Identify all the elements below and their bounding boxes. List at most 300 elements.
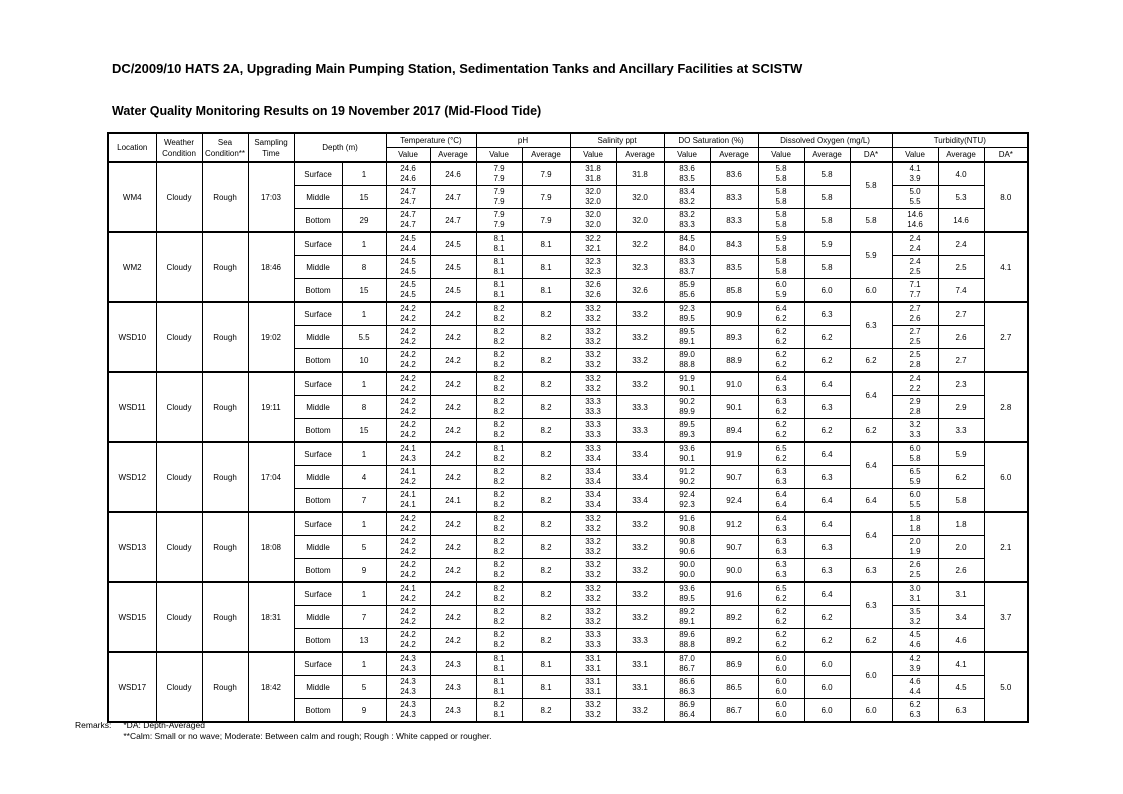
cell-ph-average: 7.9: [522, 209, 570, 233]
cell-sampling-time: 18:08: [248, 512, 294, 582]
cell-turbidity-value: 4.2 3.9: [892, 652, 938, 676]
cell-ph-average: 8.2: [522, 302, 570, 326]
header-dissolved-oxygen-da: DA*: [850, 148, 892, 163]
cell-temperature-average: 24.2: [430, 606, 476, 629]
cell-weather-condition: Cloudy: [156, 302, 202, 372]
cell-dissolved-oxygen-value: 6.0 6.0: [758, 652, 804, 676]
cell-ph-value: 7.9 7.9: [476, 186, 522, 209]
header-dissolved-oxygen-value: Value: [758, 148, 804, 163]
cell-ph-value: 8.2 8.2: [476, 372, 522, 396]
cell-ph-value: 8.2 8.2: [476, 582, 522, 606]
header-sampling-time: Sampling Time: [248, 133, 294, 162]
cell-do-saturation-average: 83.3: [710, 186, 758, 209]
cell-dissolved-oxygen-average: 5.8: [804, 186, 850, 209]
cell-salinity-value: 33.4 33.4: [570, 489, 616, 513]
cell-do-saturation-average: 89.2: [710, 606, 758, 629]
cell-temperature-value: 24.2 24.2: [386, 419, 430, 443]
header-group-do-saturation: DO Saturation (%): [664, 133, 758, 148]
cell-temperature-average: 24.2: [430, 629, 476, 653]
cell-dissolved-oxygen-average: 6.3: [804, 396, 850, 419]
table-row: [108, 302, 1028, 326]
cell-depth-value: 7: [342, 606, 386, 629]
table-row: [108, 162, 1028, 186]
cell-temperature-value: 24.7 24.7: [386, 186, 430, 209]
cell-salinity-average: 32.0: [616, 209, 664, 233]
cell-sampling-time: 19:02: [248, 302, 294, 372]
cell-depth-label: Middle: [294, 466, 342, 489]
cell-turbidity-value: 2.4 2.2: [892, 372, 938, 396]
cell-salinity-value: 32.0 32.0: [570, 186, 616, 209]
cell-dissolved-oxygen-value: 6.2 6.2: [758, 629, 804, 653]
cell-dissolved-oxygen-da: 6.3: [850, 302, 892, 349]
cell-temperature-average: 24.2: [430, 512, 476, 536]
cell-dissolved-oxygen-average: 5.8: [804, 209, 850, 233]
cell-do-saturation-average: 85.8: [710, 279, 758, 303]
cell-salinity-average: 33.2: [616, 606, 664, 629]
header-turbidity-average: Average: [938, 148, 984, 163]
cell-do-saturation-average: 90.7: [710, 466, 758, 489]
header-weather-condition: Weather Condition: [156, 133, 202, 162]
cell-depth-value: 5.5: [342, 326, 386, 349]
cell-ph-value: 8.1 8.1: [476, 652, 522, 676]
cell-location: WSD13: [108, 512, 156, 582]
cell-ph-value: 8.2 8.2: [476, 629, 522, 653]
cell-depth-label: Surface: [294, 232, 342, 256]
cell-do-saturation-value: 83.4 83.2: [664, 186, 710, 209]
cell-dissolved-oxygen-average: 6.3: [804, 466, 850, 489]
cell-do-saturation-value: 83.2 83.3: [664, 209, 710, 233]
cell-do-saturation-value: 89.2 89.1: [664, 606, 710, 629]
remark-sea-condition: **Calm: Small or no wave; Moderate: Between calm and rough; Rough : White capped or rougher.: [123, 731, 492, 741]
cell-temperature-average: 24.2: [430, 559, 476, 583]
cell-turbidity-da: 2.7: [984, 302, 1028, 372]
header-sea-condition: Sea Condition**: [202, 133, 248, 162]
cell-weather-condition: Cloudy: [156, 512, 202, 582]
cell-ph-average: 8.1: [522, 676, 570, 699]
cell-dissolved-oxygen-average: 6.2: [804, 326, 850, 349]
cell-temperature-average: 24.2: [430, 419, 476, 443]
cell-weather-condition: Cloudy: [156, 232, 202, 302]
cell-ph-value: 8.2 8.2: [476, 512, 522, 536]
cell-do-saturation-average: 83.6: [710, 162, 758, 186]
cell-salinity-average: 33.2: [616, 699, 664, 723]
header-do-saturation-value: Value: [664, 148, 710, 163]
cell-salinity-average: 32.2: [616, 232, 664, 256]
cell-depth-value: 13: [342, 629, 386, 653]
header-group-dissolved-oxygen: Dissolved Oxygen (mg/L): [758, 133, 892, 148]
cell-dissolved-oxygen-da: 5.8: [850, 209, 892, 233]
water-quality-results-table: [107, 132, 1029, 723]
cell-weather-condition: Cloudy: [156, 162, 202, 232]
cell-turbidity-average: 4.1: [938, 652, 984, 676]
cell-do-saturation-average: 86.5: [710, 676, 758, 699]
cell-depth-value: 1: [342, 442, 386, 466]
cell-depth-value: 1: [342, 582, 386, 606]
cell-ph-average: 8.2: [522, 466, 570, 489]
cell-dissolved-oxygen-da: 6.2: [850, 349, 892, 373]
cell-sea-condition: Rough: [202, 442, 248, 512]
cell-do-saturation-average: 91.2: [710, 512, 758, 536]
cell-do-saturation-value: 90.8 90.6: [664, 536, 710, 559]
cell-do-saturation-average: 90.1: [710, 396, 758, 419]
cell-salinity-average: 33.3: [616, 629, 664, 653]
cell-temperature-average: 24.6: [430, 162, 476, 186]
cell-salinity-average: 33.2: [616, 582, 664, 606]
cell-turbidity-average: 2.7: [938, 349, 984, 373]
cell-do-saturation-value: 91.2 90.2: [664, 466, 710, 489]
cell-depth-label: Bottom: [294, 349, 342, 373]
cell-turbidity-da: 2.8: [984, 372, 1028, 442]
header-turbidity-value: Value: [892, 148, 938, 163]
cell-temperature-value: 24.1 24.2: [386, 582, 430, 606]
header-depth: Depth (m): [294, 133, 386, 162]
cell-turbidity-value: 2.0 1.9: [892, 536, 938, 559]
cell-salinity-value: 33.3 33.3: [570, 629, 616, 653]
cell-temperature-value: 24.2 24.2: [386, 629, 430, 653]
cell-sampling-time: 17:03: [248, 162, 294, 232]
cell-do-saturation-value: 93.6 89.5: [664, 582, 710, 606]
cell-depth-value: 15: [342, 186, 386, 209]
cell-turbidity-value: 6.0 5.5: [892, 489, 938, 513]
cell-salinity-average: 33.4: [616, 489, 664, 513]
cell-turbidity-average: 4.0: [938, 162, 984, 186]
cell-do-saturation-value: 84.5 84.0: [664, 232, 710, 256]
cell-turbidity-value: 14.6 14.6: [892, 209, 938, 233]
cell-ph-value: 8.1 8.1: [476, 279, 522, 303]
table-row: [108, 582, 1028, 606]
cell-salinity-average: 33.2: [616, 302, 664, 326]
cell-temperature-average: 24.3: [430, 699, 476, 723]
cell-dissolved-oxygen-da: 6.0: [850, 699, 892, 723]
header-ph-average: Average: [522, 148, 570, 163]
cell-location: WSD17: [108, 652, 156, 722]
cell-ph-average: 8.2: [522, 442, 570, 466]
cell-depth-value: 1: [342, 512, 386, 536]
cell-salinity-value: 33.3 33.3: [570, 396, 616, 419]
cell-temperature-value: 24.2 24.2: [386, 606, 430, 629]
cell-temperature-average: 24.3: [430, 652, 476, 676]
cell-salinity-average: 33.4: [616, 466, 664, 489]
cell-dissolved-oxygen-average: 6.4: [804, 582, 850, 606]
cell-dissolved-oxygen-da: 6.0: [850, 652, 892, 699]
header-turbidity-da: DA*: [984, 148, 1028, 163]
header-group-temperature: Temperature (°C): [386, 133, 476, 148]
remark-da: *DA: Depth-Averaged: [123, 720, 205, 730]
cell-turbidity-da: 4.1: [984, 232, 1028, 302]
cell-dissolved-oxygen-value: 6.4 6.2: [758, 302, 804, 326]
cell-ph-value: 8.2 8.2: [476, 302, 522, 326]
document-title: DC/2009/10 HATS 2A, Upgrading Main Pumping Station, Sedimentation Tanks and Ancillary Facilities at SCISTW: [112, 61, 803, 76]
cell-dissolved-oxygen-average: 6.0: [804, 676, 850, 699]
cell-temperature-value: 24.1 24.2: [386, 466, 430, 489]
cell-depth-value: 4: [342, 466, 386, 489]
cell-weather-condition: Cloudy: [156, 652, 202, 722]
cell-sea-condition: Rough: [202, 162, 248, 232]
cell-turbidity-value: 2.6 2.5: [892, 559, 938, 583]
cell-do-saturation-average: 88.9: [710, 349, 758, 373]
cell-dissolved-oxygen-value: 5.9 5.8: [758, 232, 804, 256]
cell-ph-average: 8.2: [522, 559, 570, 583]
cell-depth-label: Middle: [294, 396, 342, 419]
cell-turbidity-value: 2.7 2.5: [892, 326, 938, 349]
cell-salinity-value: 33.3 33.4: [570, 442, 616, 466]
cell-turbidity-da: 6.0: [984, 442, 1028, 512]
cell-do-saturation-average: 91.0: [710, 372, 758, 396]
header-temperature-average: Average: [430, 148, 476, 163]
cell-do-saturation-value: 89.6 88.8: [664, 629, 710, 653]
cell-depth-label: Bottom: [294, 629, 342, 653]
cell-depth-value: 9: [342, 559, 386, 583]
cell-salinity-average: 32.0: [616, 186, 664, 209]
cell-dissolved-oxygen-value: 6.4 6.3: [758, 372, 804, 396]
table-row: [108, 652, 1028, 676]
cell-salinity-value: 33.3 33.3: [570, 419, 616, 443]
report-subtitle: Water Quality Monitoring Results on 19 November 2017 (Mid-Flood Tide): [112, 104, 542, 118]
cell-dissolved-oxygen-da: 6.4: [850, 372, 892, 419]
cell-dissolved-oxygen-value: 6.4 6.3: [758, 512, 804, 536]
cell-ph-average: 8.2: [522, 582, 570, 606]
cell-dissolved-oxygen-average: 6.4: [804, 489, 850, 513]
cell-sea-condition: Rough: [202, 652, 248, 722]
cell-temperature-value: 24.6 24.6: [386, 162, 430, 186]
cell-temperature-average: 24.2: [430, 536, 476, 559]
cell-dissolved-oxygen-value: 6.0 6.0: [758, 699, 804, 723]
cell-temperature-average: 24.5: [430, 279, 476, 303]
cell-depth-value: 29: [342, 209, 386, 233]
header-salinity-value: Value: [570, 148, 616, 163]
cell-turbidity-average: 3.1: [938, 582, 984, 606]
cell-temperature-average: 24.2: [430, 372, 476, 396]
cell-turbidity-average: 14.6: [938, 209, 984, 233]
cell-depth-value: 1: [342, 372, 386, 396]
cell-salinity-value: 32.6 32.6: [570, 279, 616, 303]
cell-dissolved-oxygen-average: 6.0: [804, 652, 850, 676]
cell-temperature-value: 24.2 24.2: [386, 512, 430, 536]
cell-dissolved-oxygen-average: 6.4: [804, 512, 850, 536]
cell-depth-label: Bottom: [294, 699, 342, 723]
cell-dissolved-oxygen-value: 6.4 6.4: [758, 489, 804, 513]
cell-dissolved-oxygen-value: 6.0 6.0: [758, 676, 804, 699]
cell-turbidity-value: 4.5 4.6: [892, 629, 938, 653]
cell-dissolved-oxygen-average: 6.4: [804, 442, 850, 466]
cell-temperature-value: 24.1 24.1: [386, 489, 430, 513]
cell-salinity-average: 33.3: [616, 396, 664, 419]
cell-ph-value: 8.1 8.1: [476, 256, 522, 279]
cell-sampling-time: 18:42: [248, 652, 294, 722]
cell-turbidity-value: 3.2 3.3: [892, 419, 938, 443]
header-group-turbidity: Turbidity(NTU): [892, 133, 1028, 148]
cell-do-saturation-average: 89.4: [710, 419, 758, 443]
cell-sea-condition: Rough: [202, 582, 248, 652]
cell-depth-value: 1: [342, 652, 386, 676]
cell-do-saturation-average: 90.0: [710, 559, 758, 583]
header-group-salinity: Salinity ppt: [570, 133, 664, 148]
cell-dissolved-oxygen-average: 6.0: [804, 279, 850, 303]
cell-salinity-value: 33.2 33.2: [570, 582, 616, 606]
cell-dissolved-oxygen-value: 6.2 6.2: [758, 419, 804, 443]
cell-salinity-average: 32.6: [616, 279, 664, 303]
cell-depth-value: 1: [342, 232, 386, 256]
cell-ph-average: 8.1: [522, 652, 570, 676]
cell-depth-label: Surface: [294, 302, 342, 326]
cell-depth-value: 5: [342, 536, 386, 559]
cell-dissolved-oxygen-average: 6.3: [804, 559, 850, 583]
cell-ph-average: 8.1: [522, 232, 570, 256]
cell-salinity-average: 32.3: [616, 256, 664, 279]
cell-temperature-value: 24.5 24.5: [386, 256, 430, 279]
cell-location: WM4: [108, 162, 156, 232]
cell-dissolved-oxygen-da: 6.4: [850, 489, 892, 513]
cell-turbidity-average: 5.8: [938, 489, 984, 513]
cell-temperature-value: 24.2 24.2: [386, 302, 430, 326]
cell-dissolved-oxygen-da: 6.0: [850, 279, 892, 303]
cell-do-saturation-value: 83.3 83.7: [664, 256, 710, 279]
cell-sea-condition: Rough: [202, 302, 248, 372]
cell-dissolved-oxygen-value: 6.5 6.2: [758, 582, 804, 606]
cell-salinity-average: 33.3: [616, 419, 664, 443]
cell-salinity-value: 33.2 33.2: [570, 349, 616, 373]
cell-temperature-value: 24.1 24.3: [386, 442, 430, 466]
cell-dissolved-oxygen-average: 6.2: [804, 606, 850, 629]
cell-dissolved-oxygen-average: 6.3: [804, 536, 850, 559]
cell-turbidity-average: 2.9: [938, 396, 984, 419]
cell-ph-average: 8.2: [522, 606, 570, 629]
cell-ph-average: 8.2: [522, 489, 570, 513]
cell-location: WSD15: [108, 582, 156, 652]
cell-sea-condition: Rough: [202, 512, 248, 582]
cell-ph-value: 8.2 8.2: [476, 419, 522, 443]
cell-ph-value: 8.1 8.1: [476, 676, 522, 699]
cell-depth-label: Surface: [294, 582, 342, 606]
cell-temperature-value: 24.7 24.7: [386, 209, 430, 233]
cell-do-saturation-average: 89.2: [710, 629, 758, 653]
cell-temperature-value: 24.2 24.2: [386, 349, 430, 373]
cell-temperature-average: 24.5: [430, 232, 476, 256]
cell-dissolved-oxygen-value: 6.3 6.3: [758, 536, 804, 559]
cell-weather-condition: Cloudy: [156, 442, 202, 512]
cell-turbidity-value: 2.4 2.5: [892, 256, 938, 279]
cell-sampling-time: 17:04: [248, 442, 294, 512]
cell-dissolved-oxygen-da: 5.9: [850, 232, 892, 279]
cell-temperature-average: 24.5: [430, 256, 476, 279]
cell-temperature-average: 24.7: [430, 186, 476, 209]
cell-turbidity-average: 2.5: [938, 256, 984, 279]
cell-salinity-value: 32.2 32.1: [570, 232, 616, 256]
cell-salinity-average: 33.2: [616, 326, 664, 349]
cell-turbidity-value: 3.5 3.2: [892, 606, 938, 629]
cell-depth-label: Surface: [294, 372, 342, 396]
cell-dissolved-oxygen-value: 6.3 6.2: [758, 396, 804, 419]
cell-temperature-value: 24.2 24.2: [386, 396, 430, 419]
cell-salinity-value: 33.1 33.1: [570, 652, 616, 676]
cell-depth-value: 15: [342, 419, 386, 443]
cell-ph-value: 8.2 8.2: [476, 396, 522, 419]
cell-ph-average: 8.2: [522, 699, 570, 723]
cell-temperature-value: 24.2 24.2: [386, 559, 430, 583]
cell-dissolved-oxygen-da: 6.2: [850, 629, 892, 653]
cell-depth-value: 1: [342, 162, 386, 186]
cell-temperature-value: 24.2 24.2: [386, 326, 430, 349]
table-row: [108, 232, 1028, 256]
cell-do-saturation-value: 92.4 92.3: [664, 489, 710, 513]
cell-do-saturation-value: 89.5 89.1: [664, 326, 710, 349]
cell-ph-value: 7.9 7.9: [476, 162, 522, 186]
cell-do-saturation-value: 86.6 86.3: [664, 676, 710, 699]
cell-depth-value: 7: [342, 489, 386, 513]
cell-do-saturation-value: 91.9 90.1: [664, 372, 710, 396]
cell-turbidity-value: 4.1 3.9: [892, 162, 938, 186]
cell-salinity-value: 33.2 33.2: [570, 326, 616, 349]
cell-turbidity-average: 3.4: [938, 606, 984, 629]
cell-dissolved-oxygen-value: 6.2 6.2: [758, 349, 804, 373]
cell-do-saturation-average: 91.6: [710, 582, 758, 606]
cell-dissolved-oxygen-average: 6.4: [804, 372, 850, 396]
cell-salinity-average: 31.8: [616, 162, 664, 186]
cell-turbidity-average: 6.3: [938, 699, 984, 723]
cell-temperature-value: 24.2 24.2: [386, 536, 430, 559]
cell-sampling-time: 19:11: [248, 372, 294, 442]
cell-depth-value: 15: [342, 279, 386, 303]
cell-location: WM2: [108, 232, 156, 302]
cell-turbidity-average: 5.3: [938, 186, 984, 209]
cell-depth-value: 8: [342, 256, 386, 279]
cell-do-saturation-value: 91.6 90.8: [664, 512, 710, 536]
cell-depth-label: Surface: [294, 512, 342, 536]
cell-salinity-value: 32.3 32.3: [570, 256, 616, 279]
cell-dissolved-oxygen-value: 5.8 5.8: [758, 186, 804, 209]
cell-weather-condition: Cloudy: [156, 582, 202, 652]
cell-do-saturation-average: 90.7: [710, 536, 758, 559]
cell-depth-label: Surface: [294, 442, 342, 466]
cell-salinity-average: 33.2: [616, 372, 664, 396]
cell-salinity-value: 33.2 33.2: [570, 606, 616, 629]
remarks-label: Remarks:: [75, 720, 112, 730]
cell-temperature-average: 24.3: [430, 676, 476, 699]
cell-turbidity-value: 7.1 7.7: [892, 279, 938, 303]
cell-dissolved-oxygen-value: 6.5 6.2: [758, 442, 804, 466]
cell-depth-label: Bottom: [294, 419, 342, 443]
remarks: [75, 720, 491, 742]
remarks-lines: [123, 720, 491, 742]
cell-turbidity-average: 4.5: [938, 676, 984, 699]
cell-dissolved-oxygen-value: 5.8 5.8: [758, 256, 804, 279]
cell-salinity-average: 33.4: [616, 442, 664, 466]
cell-temperature-average: 24.2: [430, 582, 476, 606]
cell-sampling-time: 18:46: [248, 232, 294, 302]
cell-turbidity-value: 4.6 4.4: [892, 676, 938, 699]
cell-ph-value: 8.1 8.1: [476, 232, 522, 256]
cell-turbidity-average: 4.6: [938, 629, 984, 653]
cell-turbidity-average: 3.3: [938, 419, 984, 443]
header-do-saturation-average: Average: [710, 148, 758, 163]
cell-salinity-average: 33.1: [616, 676, 664, 699]
cell-depth-label: Bottom: [294, 279, 342, 303]
cell-location: WSD11: [108, 372, 156, 442]
cell-salinity-value: 33.2 33.2: [570, 536, 616, 559]
cell-ph-value: 7.9 7.9: [476, 209, 522, 233]
cell-depth-label: Middle: [294, 186, 342, 209]
cell-turbidity-average: 2.6: [938, 559, 984, 583]
cell-dissolved-oxygen-average: 6.2: [804, 349, 850, 373]
table-row: [108, 442, 1028, 466]
cell-sea-condition: Rough: [202, 372, 248, 442]
table-header: [108, 133, 1028, 162]
cell-temperature-value: 24.3 24.3: [386, 676, 430, 699]
cell-do-saturation-value: 83.6 83.5: [664, 162, 710, 186]
cell-turbidity-value: 3.0 3.1: [892, 582, 938, 606]
cell-temperature-average: 24.2: [430, 396, 476, 419]
cell-salinity-value: 33.4 33.4: [570, 466, 616, 489]
